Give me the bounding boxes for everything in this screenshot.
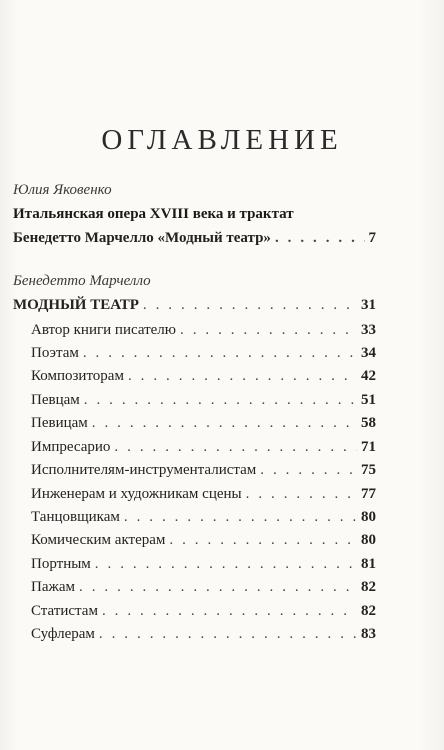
- toc-entry-page: 75: [361, 462, 376, 478]
- toc-entry-page: 42: [361, 368, 376, 384]
- toc-entry-page: 81: [361, 556, 376, 572]
- toc-entry-label: Суфлерам: [31, 626, 95, 642]
- toc-entry-label: Исполнителям-инструменталистам: [31, 462, 257, 478]
- toc-entry: [31, 439, 376, 456]
- leader-dots: [83, 345, 357, 362]
- toc-entry: [31, 322, 376, 339]
- leader-dots: [128, 368, 357, 385]
- toc-entry-label: Инженерам и художникам сцены: [31, 486, 242, 502]
- leader-dots: [169, 532, 357, 549]
- toc-entry: [31, 392, 376, 409]
- leader-dots: [143, 297, 357, 314]
- toc-entry: [31, 556, 376, 573]
- toc-entry-label: Поэтам: [31, 345, 79, 361]
- leader-dots: [275, 230, 365, 247]
- toc-entry-label: Танцовщикам: [31, 509, 120, 525]
- section1-page: 7: [368, 230, 376, 246]
- work-page: 31: [361, 297, 376, 313]
- toc-entry-page: 77: [361, 486, 376, 502]
- section2-author: Бенедетто Марчелло: [13, 273, 151, 289]
- toc-entry-page: 82: [361, 579, 376, 595]
- toc-entry-page: 80: [361, 532, 376, 548]
- section1-author: Юлия Яковенко: [13, 182, 112, 198]
- leader-dots: [102, 603, 357, 620]
- toc-entry-page: 80: [361, 509, 376, 525]
- leader-dots: [180, 322, 357, 339]
- toc-entry-label: Пажам: [31, 579, 76, 595]
- toc-entry-label: Автор книги писателю: [31, 322, 176, 338]
- leader-dots: [92, 415, 357, 432]
- toc-entry: [31, 509, 376, 526]
- toc-entry: [31, 415, 376, 432]
- leader-dots: [114, 439, 357, 456]
- toc-entry: [31, 345, 376, 362]
- section1-title-line1: Итальянская опера XVIII века и трактат: [13, 206, 294, 222]
- leader-dots: [84, 392, 357, 409]
- leader-dots: [260, 462, 357, 479]
- toc-entry-label: Статистам: [31, 603, 98, 619]
- toc-entry-label: Композиторам: [31, 368, 124, 384]
- work-entry: [13, 297, 376, 314]
- toc-entry-page: 58: [361, 415, 376, 431]
- toc-entry: [31, 579, 376, 596]
- toc-entry: [31, 486, 376, 503]
- toc-entry: [31, 603, 376, 620]
- toc-entry: [31, 462, 376, 479]
- toc-entry-page: 34: [361, 345, 376, 361]
- toc-entry-label: Импресарио: [31, 439, 111, 455]
- work-title: МОДНЫЙ ТЕАТР: [13, 297, 139, 313]
- section1-entry: [13, 230, 376, 247]
- page-title: ОГЛАВЛЕНИЕ: [101, 124, 343, 156]
- toc-entry: [31, 626, 376, 643]
- toc-entry: [31, 368, 376, 385]
- section1-title-line2: Бенедетто Марчелло «Модный театр»: [13, 230, 271, 246]
- toc-entry-page: 71: [361, 439, 376, 455]
- leader-dots: [79, 579, 357, 596]
- leader-dots: [99, 626, 357, 643]
- toc-entry-label: Певцам: [31, 392, 80, 408]
- toc-entry-page: 83: [361, 626, 376, 642]
- toc-entry-label: Комическим актерам: [31, 532, 166, 548]
- leader-dots: [246, 486, 357, 503]
- toc-entry-label: Певицам: [31, 415, 88, 431]
- toc-entry-page: 33: [361, 322, 376, 338]
- leader-dots: [124, 509, 357, 526]
- toc-entry: [31, 532, 376, 549]
- toc-entry-label: Портным: [31, 556, 91, 572]
- leader-dots: [95, 556, 357, 573]
- toc-entry-page: 82: [361, 603, 376, 619]
- toc-entry-page: 51: [361, 392, 376, 408]
